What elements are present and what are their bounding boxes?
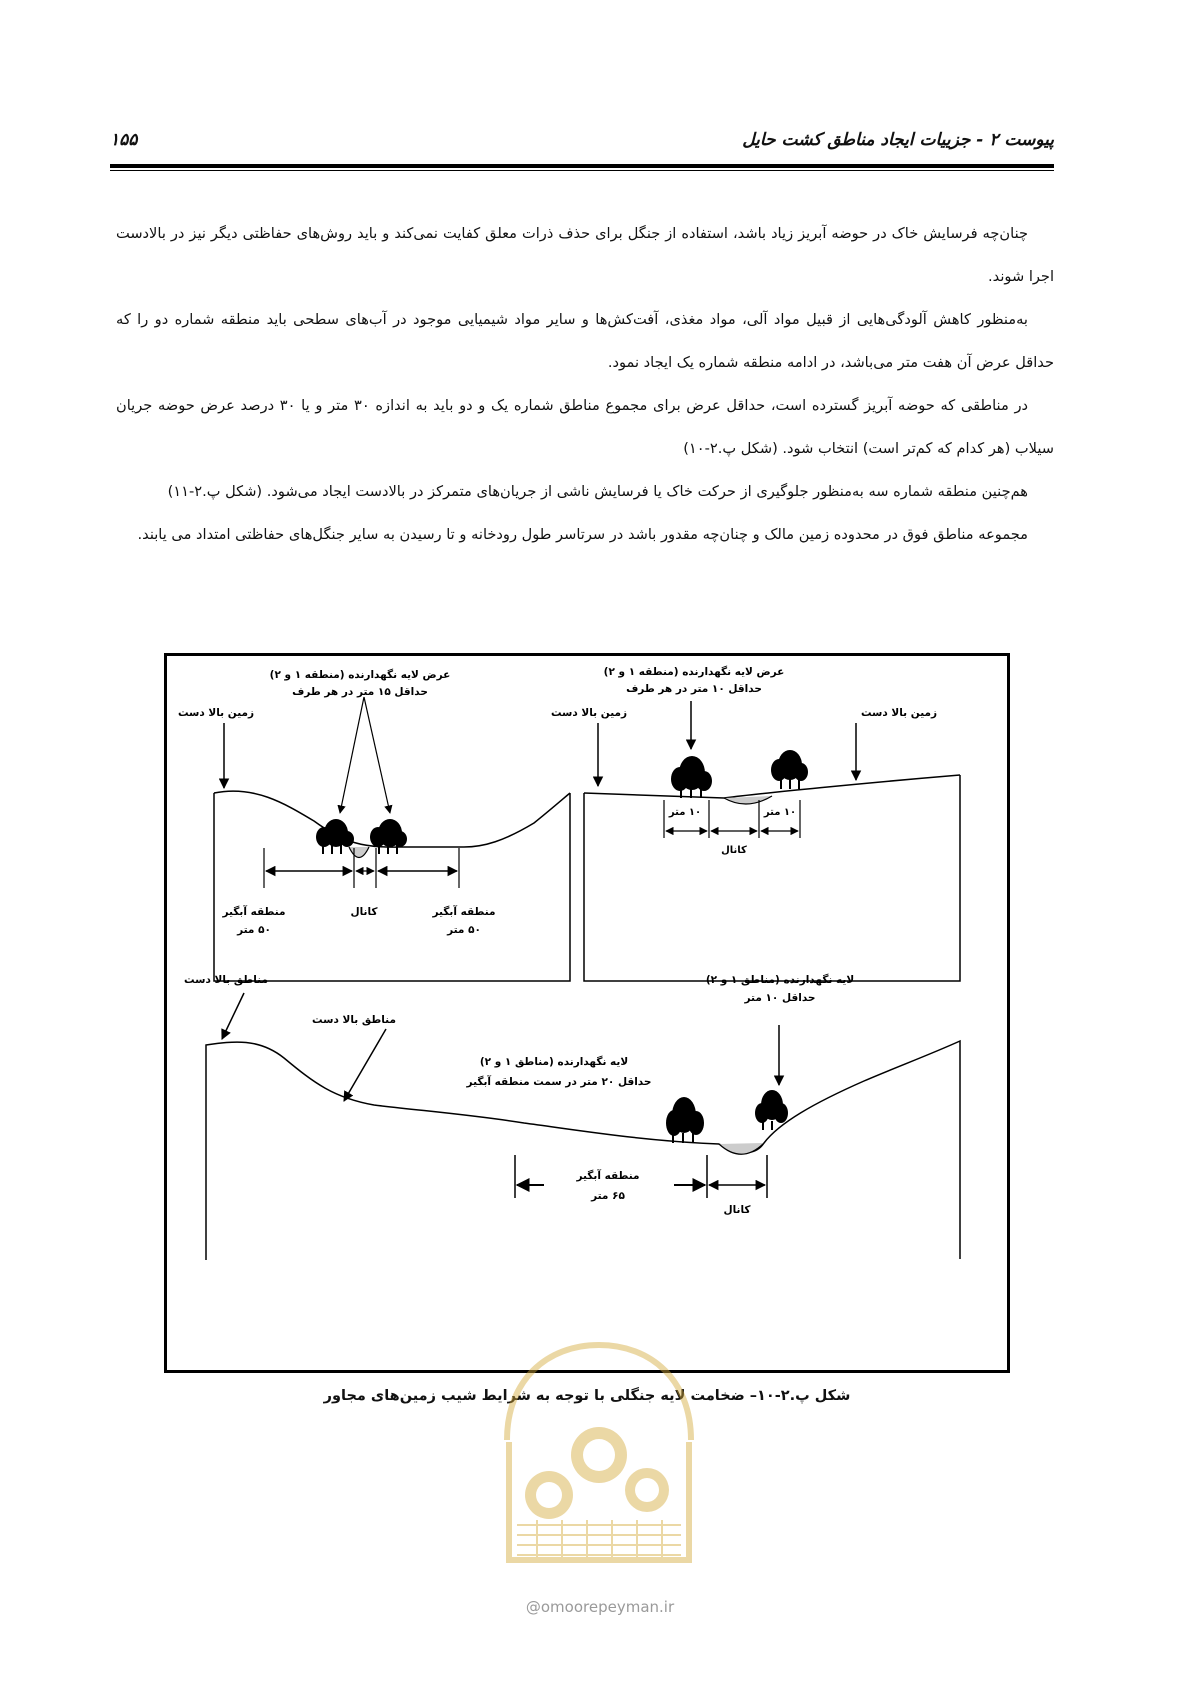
watermark-logo (487, 1330, 711, 1600)
figure-drawing (164, 653, 1010, 1373)
panel-bottom-upland-1: مناطق بالا دست (184, 974, 268, 986)
tree-icon (666, 1097, 704, 1143)
panel-right-upland-right: زمین بالا دست (860, 707, 938, 719)
body-text (116, 212, 1054, 556)
panel-bottom-buffer-left-2: حداقل ۲۰ متر در سمت منطقه آبگیر (466, 1076, 652, 1088)
paragraph: در مناطقی که حوضه آبریز گسترده است، حداقل عرض برای مجموع مناطق شماره یک و دو باید به اندازه ۳۰ متر و یا ۳۰ درصد عرض حوضه جریان سیلاب (هر کدام که کم‌تر است) انتخاب شود. (شکل پ.۲-۱۰) (116, 397, 1054, 457)
ground-profile-bottom (206, 1042, 719, 1260)
panel-left-flood-left-2: ۵۰ متر (237, 924, 271, 936)
panel-right-upland-left: زمین بالا دست (550, 707, 628, 719)
panel-right (551, 665, 960, 981)
paragraph: چنان‌چه فرسایش خاک در حوضه آبریز زیاد باشد، استفاده از جنگل برای حذف ذرات معلق کفایت نمی‌کند و باید روش‌های حفاظتی دیگر نیز در بالادست اجرا شوند. (116, 225, 1054, 285)
channel-bottom (719, 1143, 764, 1154)
ground-profile-right (584, 775, 960, 798)
paragraph: مجموعه مناطق فوق در محدوده زمین مالک و چنان‌چه مقدور باشد در سرتاسر طول رودخانه و تا رسیدن به سایر جنگل‌های حفاظتی امتداد می یابند. (137, 526, 1028, 543)
caption-label: شکل پ.۲-۱۰– (749, 1388, 851, 1404)
panel-left-title-2: حداقل ۱۵ متر در هر طرف (292, 686, 428, 698)
panel-bottom (184, 973, 960, 1260)
panel-left-flood-right-2: ۵۰ متر (447, 924, 481, 936)
panel-left-flood-right-1: منطقه آبگیر (432, 906, 496, 918)
tree-icon (771, 750, 808, 789)
tree-icon (316, 819, 354, 854)
panel-right-title-2: حداقل ۱۰ متر در هر طرف (626, 683, 762, 695)
panel-right-dim-right: ۱۰ متر (763, 807, 797, 818)
running-header (110, 128, 1054, 162)
figure-buffer-width (164, 653, 1010, 1373)
paragraph: به‌منظور کاهش آلودگی‌هایی از قبیل مواد آلی، مواد مغذی، آفت‌کش‌ها و سایر مواد شیمیایی موجود در آب‌های سطحی باید منطقه شماره دو را که حداقل عرض آن هفت متر می‌باشد، در ادامه منطقه شماره یک ایجاد نمود. (116, 311, 1054, 371)
tree-icon (671, 756, 712, 798)
caption-text: ضخامت لایه جنگلی با توجه به شرایط شیب زمین‌های مجاور (323, 1388, 750, 1404)
channel-left (349, 847, 369, 858)
figure-frame (166, 655, 1009, 1372)
panel-bottom-buffer-left-1: لایه نگهدارنده (مناطق ۱ و ۲) (479, 1056, 629, 1068)
header-rule-thick (110, 164, 1054, 168)
page-number: ۱۵۵ (110, 130, 138, 150)
paragraph: هم‌چنین منطقه شماره سه به‌منظور جلوگیری از حرکت خاک یا فرسایش ناشی از جریان‌های متمرکز در بالادست ایجاد می‌شود. (شکل پ.۲-۱۱) (167, 483, 1028, 500)
panel-left-channel: کانال (350, 906, 378, 918)
watermark-url: @omoorepeyman.ir (525, 1598, 675, 1616)
panel-bottom-buffer-right-2: حداقل ۱۰ متر (744, 992, 816, 1004)
panel-right-channel: کانال (721, 845, 747, 856)
panel-left-title-1: عرض لایه نگهدارنده (منطقه ۱ و ۲) (269, 669, 451, 681)
header-rule-thin (110, 170, 1054, 171)
panel-bottom-buffer-right-1: لایه نگهدارنده (مناطق ۱ و ۲) (705, 974, 855, 986)
panel-bottom-upland-2: مناطق بالا دست (312, 1014, 396, 1026)
panel-right-dim-left: ۱۰ متر (668, 807, 702, 818)
panel-bottom-flood-2: ۶۵ متر (591, 1190, 625, 1202)
header-title: پیوست ۲ - جزییات ایجاد مناطق کشت حایل (742, 130, 1054, 150)
panel-bottom-channel: کانال (723, 1204, 751, 1216)
panel-right-title-1: عرض لایه نگهدارنده (منطقه ۱ و ۲) (603, 666, 785, 678)
panel-bottom-flood-1: منطقه آبگیر (576, 1170, 640, 1182)
panel-left-flood-left-1: منطقه آبگیر (222, 906, 286, 918)
panel-left (178, 668, 570, 981)
panel-left-upland: زمین بالا دست (177, 707, 255, 719)
